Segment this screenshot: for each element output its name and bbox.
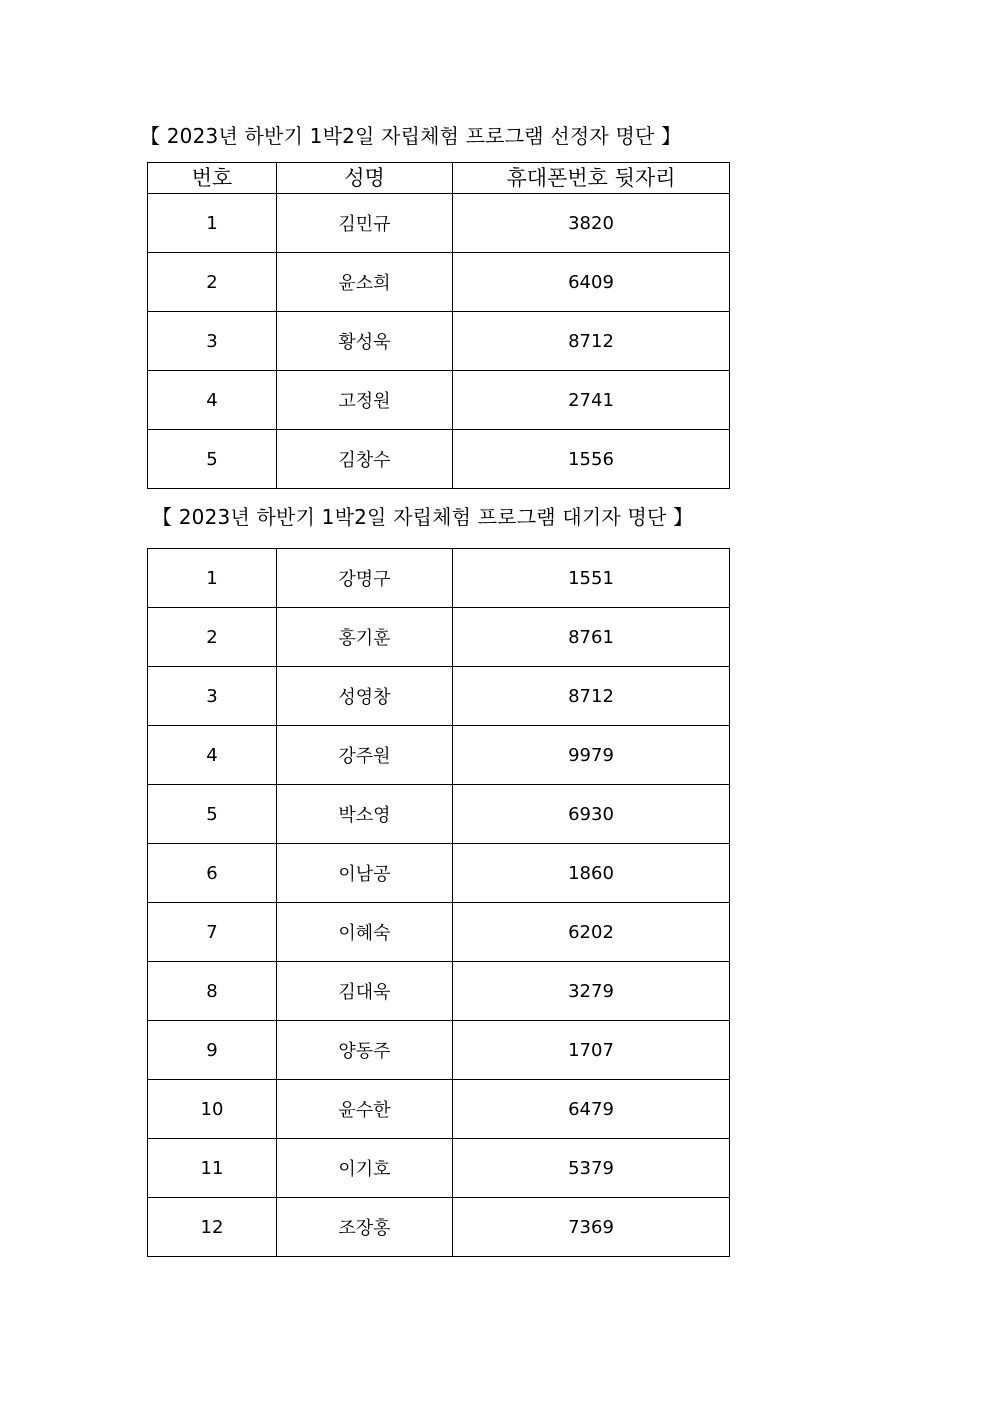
header-number: 번호 [148,163,277,194]
table-row [148,726,730,785]
table-row [148,371,730,430]
table-row [148,430,730,489]
row-number: 3 [148,312,277,371]
selected-list-table [147,162,730,489]
row-number: 9 [148,1021,277,1080]
header-phone: 휴대폰번호 뒷자리 [453,163,730,194]
row-number: 7 [148,903,277,962]
row-name: 강명구 [277,549,453,608]
row-phone-suffix: 8712 [453,667,730,726]
table-row [148,1021,730,1080]
row-number: 1 [148,549,277,608]
row-number: 2 [148,253,277,312]
selected-list-heading: 【 2023년 하반기 1박2일 자립체험 프로그램 선정자 명단 】 [140,124,682,148]
waitlist-heading: 【 2023년 하반기 1박2일 자립체험 프로그램 대기자 명단 】 [152,505,694,529]
table-row [148,1198,730,1257]
table-row [148,549,730,608]
table-row [148,844,730,903]
row-name: 강주원 [277,726,453,785]
row-number: 8 [148,962,277,1021]
row-number: 12 [148,1198,277,1257]
row-number: 11 [148,1139,277,1198]
row-phone-suffix: 1556 [453,430,730,489]
row-phone-suffix: 6479 [453,1080,730,1139]
table-row [148,785,730,844]
row-phone-suffix: 1707 [453,1021,730,1080]
table-row [148,312,730,371]
row-phone-suffix: 6930 [453,785,730,844]
row-name: 김대욱 [277,962,453,1021]
row-name: 황성욱 [277,312,453,371]
header-name: 성명 [277,163,453,194]
row-name: 양동주 [277,1021,453,1080]
row-name: 이기호 [277,1139,453,1198]
table-row [148,667,730,726]
row-phone-suffix: 8712 [453,312,730,371]
row-phone-suffix: 1860 [453,844,730,903]
table-row [148,962,730,1021]
row-number: 5 [148,785,277,844]
table-row [148,194,730,253]
row-phone-suffix: 5379 [453,1139,730,1198]
table-row [148,1080,730,1139]
row-number: 4 [148,726,277,785]
table-header-row [148,163,730,194]
row-phone-suffix: 9979 [453,726,730,785]
row-name: 김민규 [277,194,453,253]
row-name: 윤수한 [277,1080,453,1139]
row-name: 성영창 [277,667,453,726]
row-name: 윤소희 [277,253,453,312]
row-number: 10 [148,1080,277,1139]
row-phone-suffix: 8761 [453,608,730,667]
row-phone-suffix: 3820 [453,194,730,253]
row-number: 4 [148,371,277,430]
row-name: 이남공 [277,844,453,903]
table-row [148,903,730,962]
table-row [148,253,730,312]
row-number: 1 [148,194,277,253]
row-name: 홍기훈 [277,608,453,667]
row-number: 3 [148,667,277,726]
row-phone-suffix: 6202 [453,903,730,962]
row-name: 고정원 [277,371,453,430]
row-phone-suffix: 7369 [453,1198,730,1257]
row-name: 김창수 [277,430,453,489]
waitlist-table [147,548,730,1257]
table-row [148,608,730,667]
row-phone-suffix: 1551 [453,549,730,608]
row-name: 박소영 [277,785,453,844]
row-name: 조장홍 [277,1198,453,1257]
row-name: 이혜숙 [277,903,453,962]
row-number: 5 [148,430,277,489]
row-number: 6 [148,844,277,903]
row-phone-suffix: 3279 [453,962,730,1021]
row-phone-suffix: 6409 [453,253,730,312]
row-phone-suffix: 2741 [453,371,730,430]
row-number: 2 [148,608,277,667]
table-row [148,1139,730,1198]
